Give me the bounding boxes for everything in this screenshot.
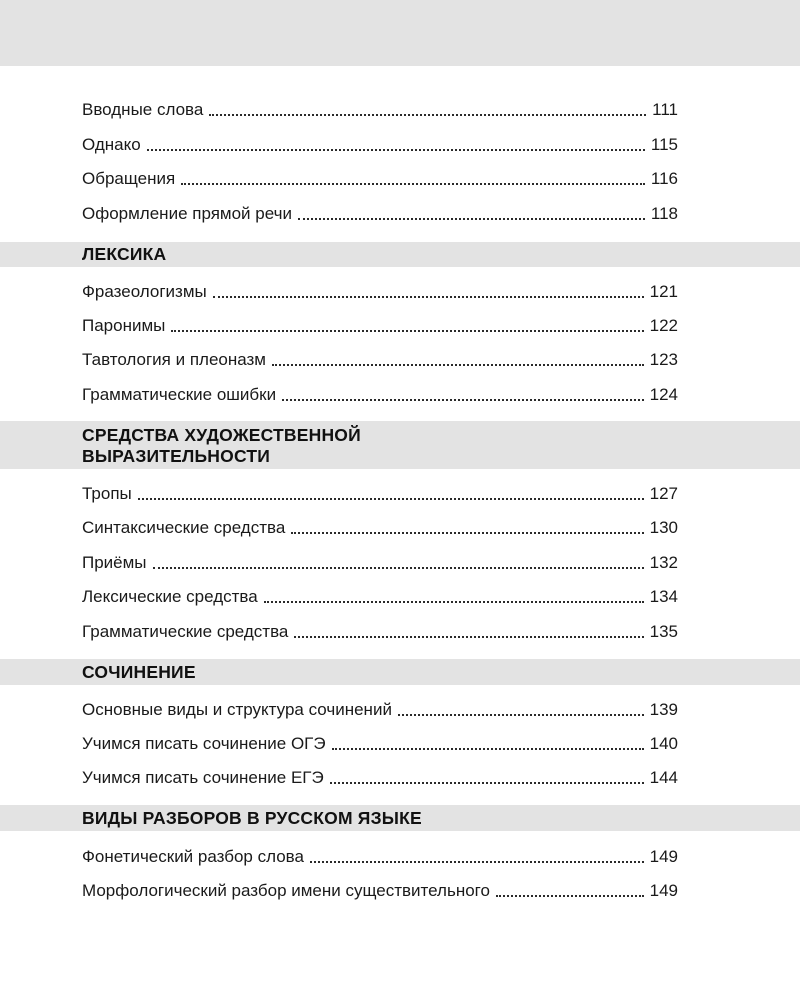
entry-title: Грамматические средства — [82, 622, 289, 641]
toc-entry[interactable] — [82, 762, 678, 788]
entry-title: Приёмы — [82, 553, 147, 572]
entry-page: 123 — [649, 350, 678, 369]
dot-leader — [209, 113, 646, 116]
toc-entry[interactable] — [82, 94, 678, 120]
dot-leader — [147, 148, 645, 151]
entry-title: Оформление прямой речи — [82, 204, 292, 223]
dot-leader — [282, 398, 644, 401]
entry-page: 111 — [652, 100, 678, 119]
dot-leader — [332, 747, 644, 750]
dot-leader — [291, 531, 643, 534]
dot-leader — [272, 363, 644, 366]
entry-title: Основные виды и структура сочинений — [82, 700, 392, 719]
entry-title: Фонетический разбор слова — [82, 847, 304, 866]
entry-page: 140 — [649, 734, 678, 753]
entry-title: Однако — [82, 135, 141, 154]
entry-page: 135 — [649, 622, 678, 641]
entry-title: Тропы — [82, 484, 132, 503]
section-title-line: СОЧИНЕНИЕ — [82, 662, 196, 682]
entry-title: Вводные слова — [82, 100, 204, 119]
entry-page: 124 — [649, 385, 678, 404]
dot-leader — [294, 635, 643, 638]
section-title-line: ВЫРАЗИТЕЛЬНОСТИ — [82, 446, 271, 466]
entry-page: 149 — [649, 881, 678, 900]
entry-title: Обращения — [82, 169, 176, 188]
toc-entry[interactable] — [82, 379, 678, 405]
toc-entry[interactable] — [82, 478, 678, 504]
entry-page: 149 — [649, 847, 678, 866]
section-title — [82, 425, 760, 467]
dot-leader — [310, 860, 644, 863]
toc-entry[interactable] — [82, 581, 678, 607]
section-header-sochinenie — [0, 659, 800, 685]
section-header-vidy-razborov — [0, 805, 800, 831]
section-title — [82, 808, 760, 829]
toc-entry[interactable] — [82, 728, 678, 754]
entry-page: 134 — [649, 587, 678, 606]
dot-leader — [398, 713, 644, 716]
section-title-line: ЛЕКСИКА — [82, 244, 167, 264]
entry-title: Фразеологизмы — [82, 282, 207, 301]
entry-title: Учимся писать сочинение ОГЭ — [82, 734, 326, 753]
toc-entry[interactable] — [82, 310, 678, 336]
dot-leader — [153, 566, 644, 569]
toc-entry[interactable] — [82, 547, 678, 573]
toc-entry[interactable] — [82, 198, 678, 224]
dot-leader — [298, 217, 645, 220]
entry-page: 116 — [650, 169, 678, 188]
entry-title: Лексические средства — [82, 587, 258, 606]
section-title — [82, 662, 760, 683]
section-title-line: СРЕДСТВА ХУДОЖЕСТВЕННОЙ — [82, 425, 361, 445]
dot-leader — [496, 894, 644, 897]
entry-page: 130 — [649, 518, 678, 537]
entry-page: 139 — [649, 700, 678, 719]
entry-title: Морфологический разбор имени существительного — [82, 881, 490, 900]
section-header-sredstva — [0, 421, 800, 469]
toc-entry[interactable] — [82, 344, 678, 370]
section-title-line: ВИДЫ РАЗБОРОВ В РУССКОМ ЯЗЫКЕ — [82, 808, 422, 828]
entry-page: 118 — [650, 204, 678, 223]
toc-entry[interactable] — [82, 276, 678, 302]
toc-entry[interactable] — [82, 512, 678, 538]
entry-page: 115 — [650, 135, 678, 154]
entry-title: Синтаксические средства — [82, 518, 286, 537]
entry-title: Тавтология и плеоназм — [82, 350, 266, 369]
toc-entry[interactable] — [82, 875, 678, 901]
entry-page: 121 — [649, 282, 678, 301]
dot-leader — [181, 182, 645, 185]
dot-leader — [264, 600, 644, 603]
toc-entry[interactable] — [82, 163, 678, 189]
toc-entry[interactable] — [82, 616, 678, 642]
toc-entry[interactable] — [82, 694, 678, 720]
dot-leader — [138, 497, 644, 500]
entry-page: 144 — [649, 768, 678, 787]
section-header-leksika — [0, 242, 800, 267]
entry-page: 122 — [649, 316, 678, 335]
entry-title: Учимся писать сочинение ЕГЭ — [82, 768, 324, 787]
dot-leader — [213, 295, 644, 298]
entry-page: 132 — [649, 553, 678, 572]
toc-entry[interactable] — [82, 841, 678, 867]
section-title — [82, 244, 760, 265]
toc-entry[interactable] — [82, 129, 678, 155]
dot-leader — [330, 781, 644, 784]
entry-title: Паронимы — [82, 316, 166, 335]
entry-page: 127 — [649, 484, 678, 503]
entry-title: Грамматические ошибки — [82, 385, 277, 404]
dot-leader — [171, 329, 643, 332]
